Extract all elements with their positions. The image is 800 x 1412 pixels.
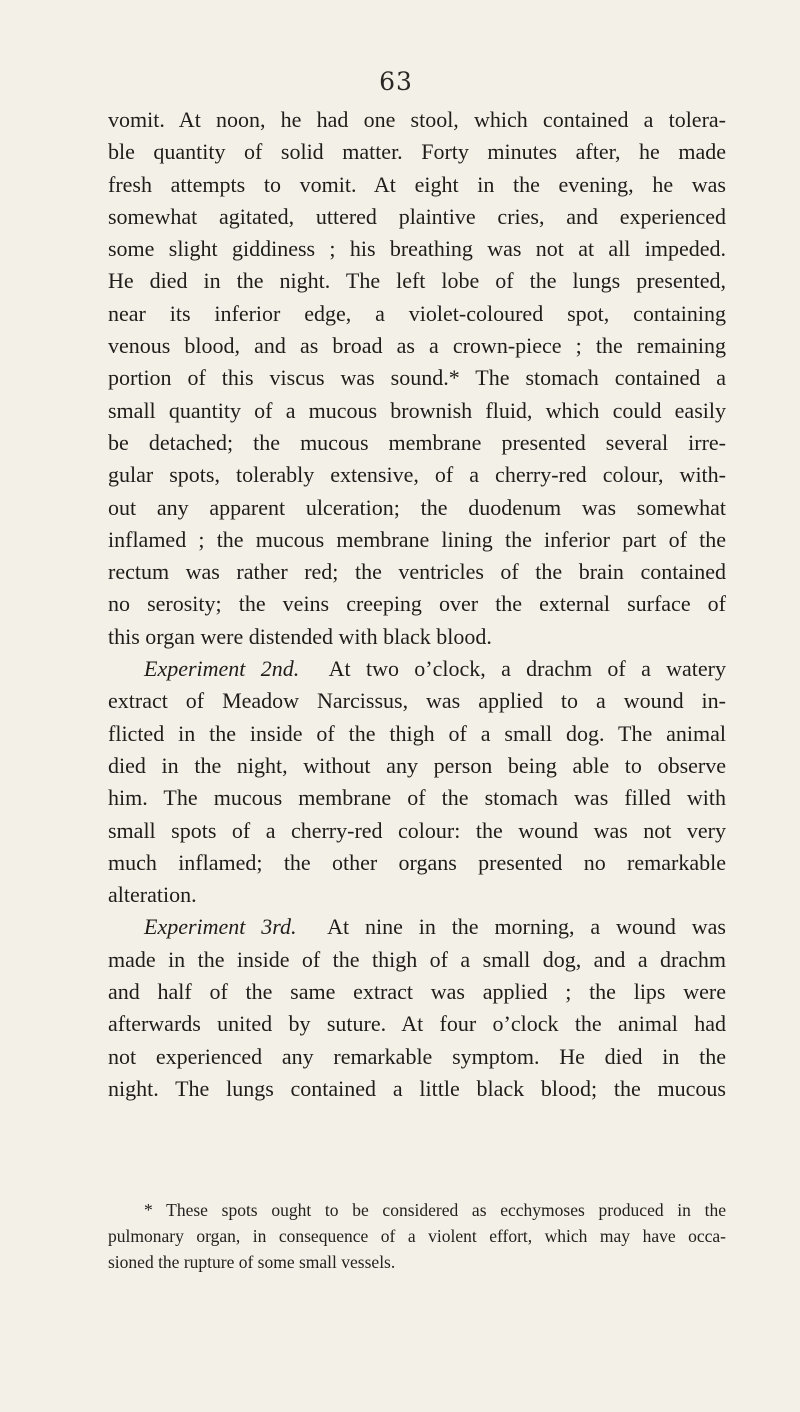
experiment-2-first-line: [108, 653, 726, 685]
footnote-line: * These spots ought to be considered as ecchymoses produced in the: [144, 1200, 726, 1220]
text-line: small quantity of a mucous brownish fluid, which could easily: [108, 397, 726, 423]
text-line: died in the night, without any person being able to observe: [108, 752, 726, 778]
text-line: inflamed ; the mucous membrane lining the inferior part of the: [108, 526, 726, 552]
text-line: near its inferior edge, a violet-coloured spot, containing: [108, 300, 726, 326]
footnote-line: pulmonary organ, in consequence of a violent effort, which may have occa-: [108, 1226, 726, 1246]
text-line: flicted in the inside of the thigh of a small dog. The animal: [108, 720, 726, 746]
text-line: some slight giddiness ; his breathing was not at all impeded.: [108, 236, 726, 262]
text-line: him. The mucous membrane of the stomach was filled with: [108, 785, 726, 811]
text-line: out any apparent ulceration; the duodenum was somewhat: [108, 494, 726, 520]
text-line: made in the inside of the thigh of a small dog, and a drachm: [108, 946, 726, 972]
experiment-2-label: Experiment 2nd.: [144, 656, 300, 682]
text-line: rectum was rather red; the ventricles of the brain contained: [108, 559, 726, 585]
text-line: be detached; the mucous membrane presented several irre-: [108, 429, 726, 455]
text-line: night. The lungs contained a little black blood; the mucous: [108, 1075, 726, 1101]
text-line: small spots of a cherry-red colour: the wound was not very: [108, 817, 726, 843]
text-line: much inflamed; the other organs presented no remarkable: [108, 849, 726, 875]
text-line: extract of Meadow Narcissus, was applied to a wound in-: [108, 688, 726, 714]
body-text: [108, 104, 726, 1105]
text-line: this organ were distended with black blood.: [108, 623, 492, 649]
text-line: alteration.: [108, 882, 197, 908]
footnote: [108, 1197, 726, 1275]
experiment-3-first-line: [108, 911, 726, 943]
text-line: He died in the night. The left lobe of the lungs presented,: [108, 268, 726, 294]
page-number: 63: [379, 67, 413, 96]
text-line: gular spots, tolerably extensive, of a cherry-red colour, with-: [108, 462, 726, 488]
text-line: ble quantity of solid matter. Forty minutes after, he made: [108, 139, 726, 165]
text-line: fresh attempts to vomit. At eight in the evening, he was: [108, 171, 726, 197]
text-line: not experienced any remarkable symptom. He died in the: [108, 1043, 726, 1069]
text-span: At two o’clock, a drachm of a watery: [328, 656, 727, 682]
text-line: afterwards united by suture. At four o’clock the animal had: [108, 1011, 726, 1037]
text-line: somewhat agitated, uttered plaintive cries, and experienced: [108, 203, 726, 229]
text-line: and half of the same extract was applied ; the lips were: [108, 979, 726, 1005]
footnote-line: sioned the rupture of some small vessels.: [108, 1252, 396, 1272]
text-line: venous blood, and as broad as a crown-piece ; the remaining: [108, 333, 726, 359]
experiment-3-label: Experiment 3rd.: [144, 914, 297, 940]
text-line: no serosity; the veins creeping over the external surface of: [108, 591, 726, 617]
text-span: At nine in the morning, a wound was: [327, 914, 726, 940]
text-line: portion of this viscus was sound.* The stomach contained a: [108, 365, 726, 391]
text-line: vomit. At noon, he had one stool, which contained a tolera-: [108, 107, 726, 132]
